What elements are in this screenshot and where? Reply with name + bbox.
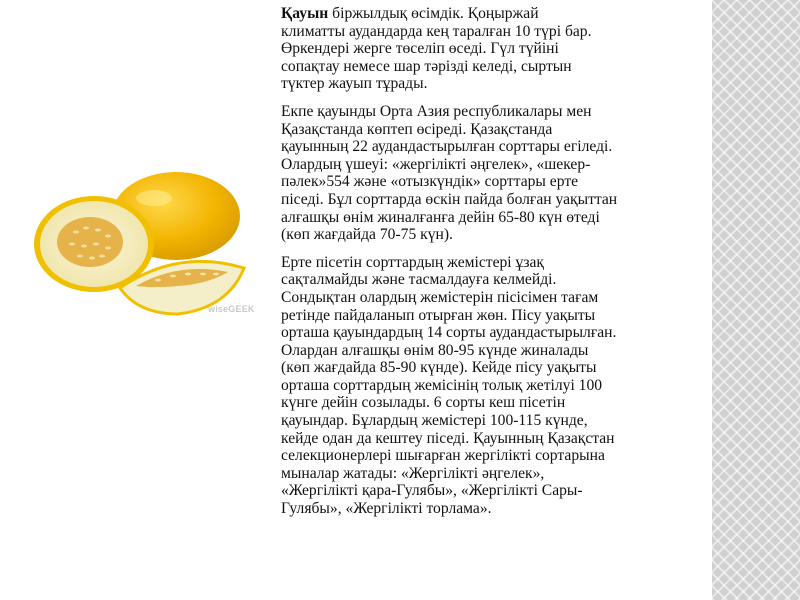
paragraph-3: Ерте пісетін сорттардың жемістері ұзақ сақталмайды және тасмалдауға келмейді. Сондықтан олардың жемістерін пісісімен тағам ретінде пайдаланып отырған жөн. Пісу уақыты орташа қауындардың 14 сорты аудандастырылған. Олардан алғашқы өнім 80-95 күнде жиналады (көп жағдайда 85-90 күнде). Кейде пісу уақыты орташа сорттардың жемісінің толық жетілуі 100 күнге дейін созылады. 6 сорты кеш пісетін қауындар. Бұлардың жемістері 100-115 күнде, кейде одан да кештеу піседі. Қауынның Қазақстан селекционерлері шығарған жергілікті сортарына мыналар жатады: «Жергілікті әңгелек», «Жергілікті қара-Гулябы», «Жергілікті Сары- Гулябы», «Жергілікті торлама». bbox=[281, 253, 617, 518]
body-text bbox=[281, 0, 707, 518]
melon-icon bbox=[28, 168, 264, 318]
paragraph-1 bbox=[281, 5, 707, 93]
decorative-side-pattern bbox=[712, 0, 800, 600]
image-watermark: wiseGEEK bbox=[208, 304, 255, 314]
half-melon-seed-cavity bbox=[57, 217, 123, 267]
paragraph-2: Екпе қауынды Орта Азия республикалары мен Қазақстанда көптеп өсіреді. Қазақстанда қауынның 22 аудандастырылған сорттары егіледі. Олардың үшеуі: «жергілікті әңгелек», «шекер- пәлек»554 және «отызкүндік» сорттары ерте піседі. Бұл сорттарда өскін пайда болған уақыттан алғашқы өнім жиналғанға дейін 65-80 күн өтеді (көп жағдайда 70-75 күн). bbox=[281, 102, 618, 244]
paragraph-1-text: біржылдық өсімдік. Қоңыржай климатты аудандарда кең таралған 10 түрі бар. Өркендері жерге төселіп өседі. Гүл түйіні сопақтау немесе шар тәрізді келеді, сыртын түктер жауып тұрады. bbox=[281, 5, 592, 93]
paragraph-1-lead: Қауын bbox=[281, 5, 329, 22]
